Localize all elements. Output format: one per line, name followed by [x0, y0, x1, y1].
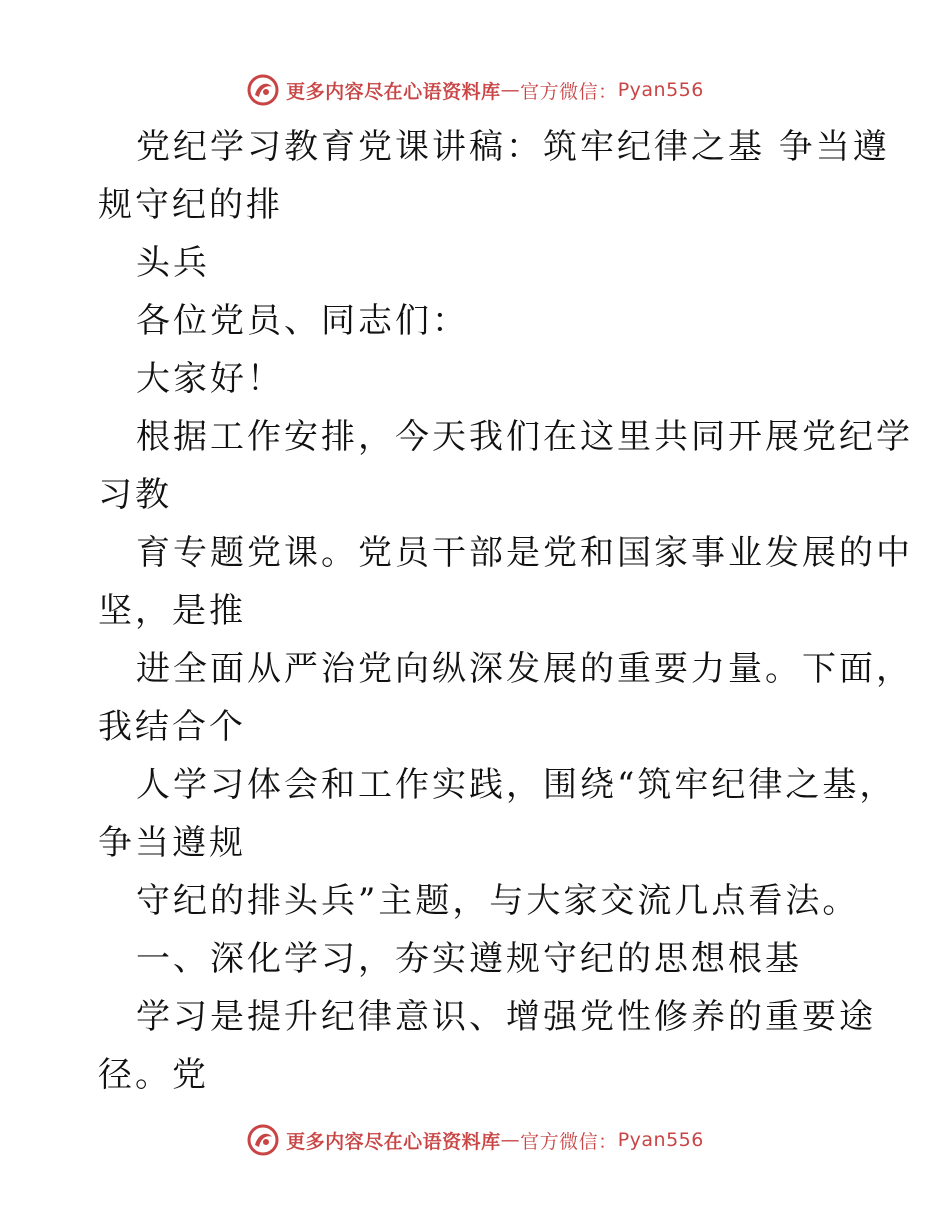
document-line: 坚，是推: [98, 591, 246, 631]
header-banner-text: [286, 77, 704, 104]
footer-banner: [0, 1120, 950, 1160]
document-line: 规守纪的排: [98, 185, 283, 225]
document-line: 守纪的排头兵”主题，与大家交流几点看法。: [136, 881, 860, 921]
document-line: 一、深化学习，夯实遵规守纪的思想根基: [136, 939, 802, 979]
document-line: 育专题党课。党员干部是党和国家事业发展的中: [136, 533, 913, 573]
document-line: 我结合个: [98, 707, 246, 747]
red-swirl-logo-icon: [246, 1123, 280, 1157]
header-separator: —: [500, 79, 521, 101]
document-line: 学习是提升纪律意识、增强党性修养的重要途: [136, 997, 876, 1037]
document-line: 根据工作安排，今天我们在这里共同开展党纪学: [136, 417, 913, 457]
red-swirl-logo-icon: [246, 73, 280, 107]
footer-wechat-label: 官方微信：: [520, 1130, 618, 1153]
document-line: 大家好！: [136, 359, 284, 399]
footer-wechat-id: Pyan556: [617, 1129, 704, 1151]
document-line: 习教: [98, 475, 172, 515]
document-line: 各位党员、同志们：: [136, 301, 469, 341]
header-brand-text: 更多内容尽在心语资料库: [286, 80, 501, 103]
footer-banner-text: [286, 1127, 704, 1154]
header-banner: [0, 70, 950, 110]
document-line: 人学习体会和工作实践，围绕“筑牢纪律之基，: [136, 765, 897, 805]
document-line: 党纪学习教育党课讲稿：筑牢纪律之基 争当遵: [136, 127, 890, 167]
document-line: 头兵: [136, 243, 210, 283]
footer-separator: —: [500, 1129, 521, 1151]
footer-brand-text: 更多内容尽在心语资料库: [286, 1130, 501, 1153]
header-wechat-label: 官方微信：: [520, 80, 618, 103]
header-wechat-id: Pyan556: [617, 79, 704, 101]
document-line: 径。党: [98, 1055, 209, 1095]
document-line: 进全面从严治党向纵深发展的重要力量。下面，: [136, 649, 913, 689]
document-line: 争当遵规: [98, 823, 246, 863]
document-body: [98, 118, 913, 1104]
